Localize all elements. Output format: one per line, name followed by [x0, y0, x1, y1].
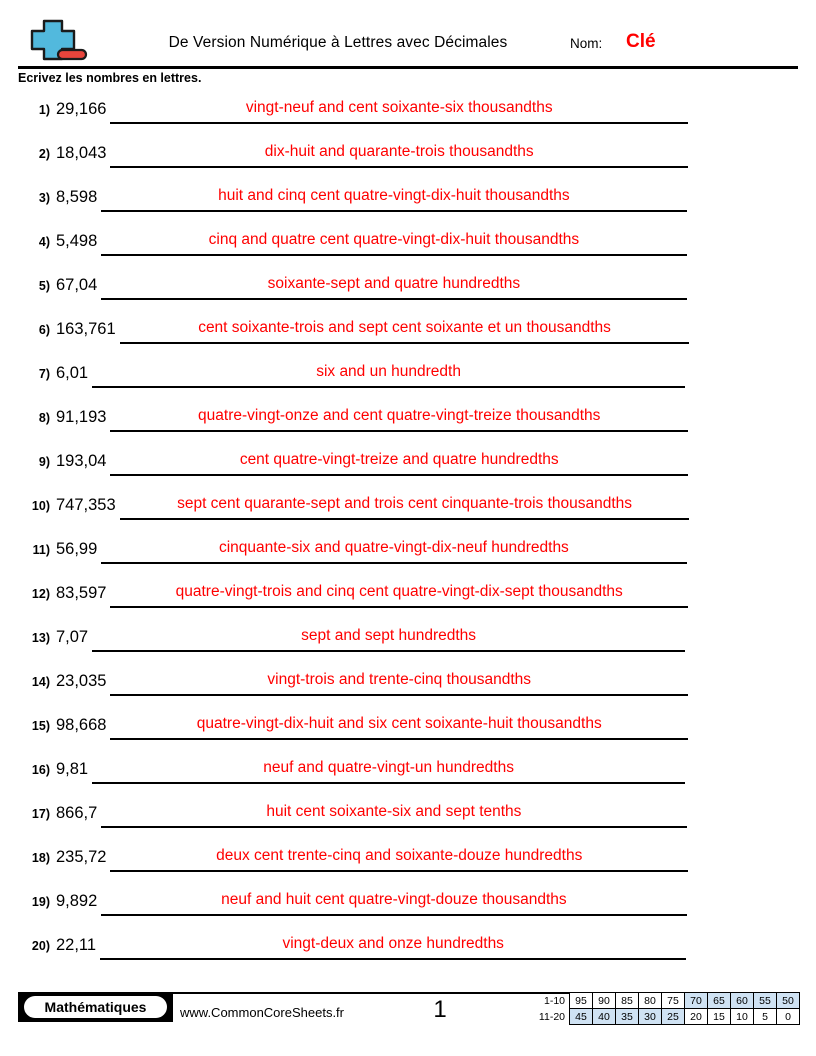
problem-value: 8,598: [56, 188, 98, 206]
answer-field[interactable]: [101, 536, 686, 564]
problem-row: [0, 272, 816, 316]
answer-underline: [92, 386, 685, 388]
answer-field[interactable]: [101, 272, 686, 300]
problem-number: 10): [31, 499, 50, 513]
score-cell: 65: [708, 993, 731, 1009]
answer-underline: [110, 430, 688, 432]
score-cell: 35: [616, 1009, 639, 1025]
answer-text: huit and cinq cent quatre-vingt-dix-huit thousandths: [218, 187, 570, 204]
problem-value: 18,043: [56, 144, 107, 162]
problem-row: [0, 404, 816, 448]
answer-field[interactable]: [92, 360, 685, 388]
score-cell: 80: [639, 993, 662, 1009]
problem-value: 7,07: [56, 628, 89, 646]
problem-number: 11): [32, 543, 50, 557]
problem-value: 29,166: [56, 100, 107, 118]
score-table-body: [531, 993, 800, 1025]
answer-underline: [101, 298, 686, 300]
problem-value: 9,892: [56, 892, 98, 910]
score-cell: 20: [685, 1009, 708, 1025]
problem-number: 3): [38, 191, 50, 205]
score-cell: 15: [708, 1009, 731, 1025]
answer-field[interactable]: [101, 184, 686, 212]
score-cell: 90: [593, 993, 616, 1009]
answer-field[interactable]: [101, 888, 686, 916]
score-row: [531, 1009, 800, 1025]
answer-text: cent soixante-trois and sept cent soixante et un thousandths: [198, 319, 611, 336]
problem-value: 747,353: [56, 496, 116, 514]
problem-number: 6): [38, 323, 50, 337]
answer-text: vingt-deux and onze hundredths: [282, 935, 504, 952]
problem-value: 67,04: [56, 276, 98, 294]
answer-text: vingt-neuf and cent soixante-six thousandths: [245, 99, 553, 116]
score-cell: 10: [731, 1009, 754, 1025]
answer-field[interactable]: [120, 492, 690, 520]
answer-underline: [101, 826, 686, 828]
answer-underline: [110, 738, 688, 740]
answer-field[interactable]: [110, 580, 688, 608]
answer-field[interactable]: [101, 228, 686, 256]
answer-field[interactable]: [92, 624, 685, 652]
answer-field[interactable]: [100, 932, 686, 960]
score-cell: 55: [754, 993, 777, 1009]
problem-number: 20): [31, 939, 50, 953]
answer-text: six and un hundredth: [316, 363, 461, 380]
answer-text: quatre-vingt-dix-huit and six cent soixante-huit thousandths: [196, 715, 602, 732]
answer-underline: [101, 562, 686, 564]
problem-number: 14): [31, 675, 50, 689]
problem-value: 235,72: [56, 848, 107, 866]
problem-number: 1): [38, 103, 50, 117]
score-cell: 70: [685, 993, 708, 1009]
answer-text: quatre-vingt-trois and cinq cent quatre-vingt-dix-sept thousandths: [175, 583, 623, 600]
problem-number: 5): [38, 279, 50, 293]
score-cell: 30: [639, 1009, 662, 1025]
problem-value: 56,99: [56, 540, 98, 558]
score-row: [531, 993, 800, 1009]
answer-text: sept cent quarante-sept and trois cent cinquante-trois thousandths: [177, 495, 633, 512]
answer-text: cinquante-six and quatre-vingt-dix-neuf hundredths: [218, 539, 569, 556]
problem-row: [0, 96, 816, 140]
score-cell: 85: [616, 993, 639, 1009]
problem-number: 19): [31, 895, 50, 909]
answer-underline: [101, 914, 686, 916]
answer-text: dix-huit and quarante-trois thousandths: [264, 143, 534, 160]
problem-row: [0, 360, 816, 404]
answer-text: neuf and quatre-vingt-un hundredths: [263, 759, 514, 776]
answer-underline: [120, 342, 690, 344]
answer-underline: [92, 782, 685, 784]
answer-field[interactable]: [101, 800, 686, 828]
answer-text: quatre-vingt-onze and cent quatre-vingt-treize thousandths: [198, 407, 601, 424]
problem-row: [0, 580, 816, 624]
answer-underline: [101, 210, 686, 212]
answer-field[interactable]: [110, 668, 688, 696]
score-row-label: 1-10: [543, 994, 565, 1007]
problem-row: [0, 536, 816, 580]
problem-row: [0, 184, 816, 228]
problem-number: 7): [38, 367, 50, 381]
score-cell: 25: [662, 1009, 685, 1025]
subject-badge: [18, 992, 173, 1022]
answer-text: huit cent soixante-six and sept tenths: [266, 803, 522, 820]
problem-value: 6,01: [56, 364, 89, 382]
answer-underline: [101, 254, 686, 256]
problem-row: [0, 492, 816, 536]
score-cell: 40: [593, 1009, 616, 1025]
problem-row: [0, 140, 816, 184]
problem-value: 83,597: [56, 584, 107, 602]
answer-text: cent quatre-vingt-treize and quatre hundredths: [239, 451, 559, 468]
answer-text: deux cent trente-cinq and soixante-douze hundredths: [216, 847, 583, 864]
problem-value: 98,668: [56, 716, 107, 734]
problem-row: [0, 844, 816, 888]
problem-value: 23,035: [56, 672, 107, 690]
score-cell: 60: [731, 993, 754, 1009]
answer-underline: [110, 606, 688, 608]
score-cell: 50: [777, 993, 800, 1009]
problem-number: 15): [31, 719, 50, 733]
answer-field[interactable]: [110, 448, 688, 476]
problem-value: 866,7: [56, 804, 98, 822]
answer-field[interactable]: [110, 844, 688, 872]
problem-number: 17): [31, 807, 50, 821]
score-row-label: 11-20: [538, 1010, 565, 1023]
site-url: www.CommonCoreSheets.fr: [180, 1005, 344, 1020]
answer-underline: [120, 518, 690, 520]
problem-row: [0, 932, 816, 976]
answer-underline: [92, 650, 685, 652]
score-cell: 5: [754, 1009, 777, 1025]
problem-row: [0, 448, 816, 492]
problem-row: [0, 712, 816, 756]
problem-number: 9): [38, 455, 50, 469]
answer-underline: [100, 958, 686, 960]
score-table: [531, 992, 800, 1025]
page-title: De Version Numérique à Lettres avec Décimales: [168, 34, 508, 51]
subject-badge-label: Mathématiques: [24, 996, 167, 1018]
answer-text: vingt-trois and trente-cinq thousandths: [267, 671, 532, 688]
score-cell: 95: [570, 993, 593, 1009]
problem-value: 5,498: [56, 232, 98, 250]
problem-number: 12): [31, 587, 50, 601]
answer-underline: [110, 694, 688, 696]
answer-field[interactable]: [120, 316, 690, 344]
problem-row: [0, 888, 816, 932]
problem-row: [0, 800, 816, 844]
problem-number: 2): [38, 147, 50, 161]
score-cell: 75: [662, 993, 685, 1009]
answer-text: neuf and huit cent quatre-vingt-douze thousandths: [221, 891, 567, 908]
problem-number: 8): [38, 411, 50, 425]
answer-field[interactable]: [110, 712, 688, 740]
header-divider: [18, 66, 798, 69]
answer-underline: [110, 870, 688, 872]
answer-field[interactable]: [110, 140, 688, 168]
worksheet-header: [18, 18, 798, 66]
problem-number: 16): [31, 763, 50, 777]
answer-text: soixante-sept and quatre hundredths: [267, 275, 521, 292]
name-value: Clé: [626, 31, 656, 52]
problem-row: [0, 668, 816, 712]
score-cell: 45: [570, 1009, 593, 1025]
problem-value: 193,04: [56, 452, 107, 470]
problem-row: [0, 624, 816, 668]
problem-value: 91,193: [56, 408, 107, 426]
problem-value: 163,761: [56, 320, 116, 338]
answer-text: sept and sept hundredths: [301, 627, 477, 644]
page-number: 1: [433, 996, 447, 1023]
problem-row: [0, 228, 816, 272]
score-cell: 0: [777, 1009, 800, 1025]
problem-value: 22,11: [56, 936, 97, 954]
problem-value: 9,81: [56, 760, 89, 778]
plus-minus-logo-icon: [18, 18, 92, 66]
problem-number: 13): [31, 631, 50, 645]
answer-field[interactable]: [92, 756, 685, 784]
problem-number: 18): [31, 851, 50, 865]
answer-underline: [110, 474, 688, 476]
answer-field[interactable]: [110, 96, 688, 124]
problem-row: [0, 316, 816, 360]
problem-row: [0, 756, 816, 800]
answer-field[interactable]: [110, 404, 688, 432]
answer-underline: [110, 122, 688, 124]
instructions-text: Ecrivez les nombres en lettres.: [18, 71, 202, 85]
name-label: Nom:: [570, 36, 603, 51]
answer-text: cinq and quatre cent quatre-vingt-dix-huit thousandths: [208, 231, 580, 248]
answer-underline: [110, 166, 688, 168]
problem-list: [0, 96, 816, 976]
problem-number: 4): [38, 235, 50, 249]
